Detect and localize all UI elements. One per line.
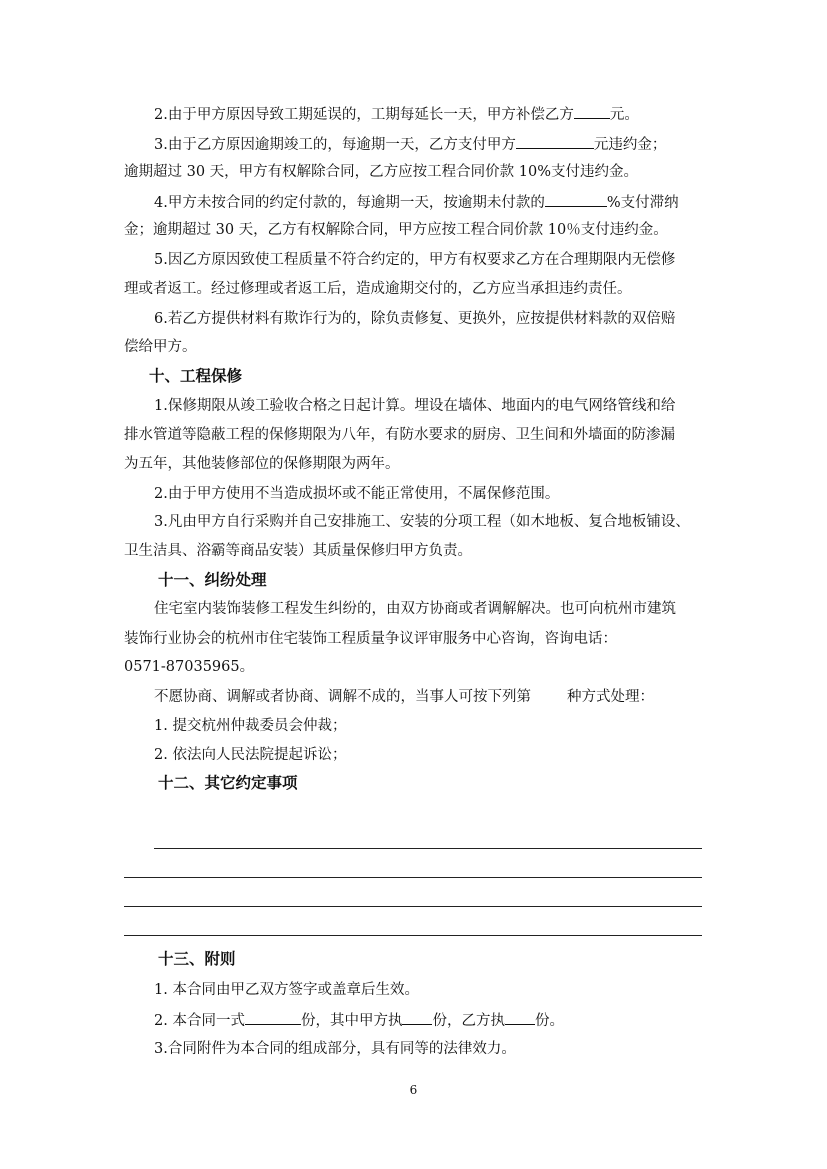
clause-11-2-text: 不愿协商、调解或者协商、调解不成的，当事人可按下列第 [154,689,531,705]
section-13-title: 十三、附则 [158,950,236,968]
fill-blank-copies-b[interactable] [505,1010,535,1025]
clause-9-4 [154,192,734,213]
page-number: 6 [409,1083,418,1097]
clause-9-3-text: 3.由于乙方原因逾期竣工的，每逾期一天，乙方支付甲方 [154,137,516,153]
clause-13-2-text: 2. 本合同一式 [154,1013,245,1029]
clause-9-2 [154,104,734,125]
clause-10-1-cont2: 为五年，其他装修部位的保修期限为两年。 [124,456,400,472]
clause-11-1: 住宅室内装饰装修工程发生纠纷的，由双方协商或者调解解决。也可向杭州市建筑 [154,601,676,617]
fill-blank-late-fee[interactable] [545,192,607,207]
clause-9-4-unit: %支付滞纳 [606,195,679,211]
section-10-title: 十、工程保修 [149,367,243,385]
clause-11-1-cont: 装饰行业协会的杭州市住宅装饰工程质量争议评审服务中心咨询，咨询电话： [124,631,617,647]
clause-9-2-text: 2.由于甲方原因导致工期延误的，工期每延长一天，甲方补偿乙方 [154,107,574,123]
clause-9-3 [154,134,734,155]
clause-10-3: 3.凡由甲方自行采购并自己安排施工、安装的分项工程（如木地板、复合地板铺设、 [154,514,690,530]
clause-9-3-cont: 逾期超过 30 天，甲方有权解除合同，乙方应按工程合同价款 10%支付违约金。 [124,164,639,180]
fill-blank-copies-total[interactable] [245,1010,301,1025]
section-12-title: 十二、其它约定事项 [158,774,298,792]
clause-13-3: 3.合同附件为本合同的组成部分，具有同等的法律效力。 [154,1041,516,1057]
fill-line-1[interactable] [154,848,702,849]
clause-10-1-cont: 排水管道等隐蔽工程的保修期限为八年，有防水要求的厨房、卫生间和外墙面的防渗漏 [124,427,675,443]
clause-13-2 [154,1010,734,1031]
clause-13-2-tail: 份。 [534,1013,564,1029]
clause-11-2-tail: 种方式处理： [567,689,654,705]
fill-blank-copies-a[interactable] [402,1010,432,1025]
clause-10-3-cont: 卫生洁具、浴霸等商品安装）其质量保修归甲方负责。 [124,543,472,559]
clause-9-6: 6.若乙方提供材料有欺诈行为的，除负责修复、更换外，应按提供材料款的双倍赔 [154,311,676,327]
clause-10-2: 2.由于甲方使用不当造成损坏或不能正常使用，不属保修范围。 [154,486,560,502]
clause-11-1-phone: 0571-87035965。 [124,659,255,675]
clause-10-1: 1.保修期限从竣工验收合格之日起计算。埋设在墙体、地面内的电气网络管线和给 [154,398,676,414]
fill-line-3[interactable] [124,906,702,907]
section-11-title: 十一、纠纷处理 [158,571,267,589]
clause-11-2 [154,687,734,707]
clause-9-5-cont: 理或者返工。经过修理或者返工后，造成逾期交付的，乙方应当承担违约责任。 [124,281,632,297]
clause-9-4-text: 4.甲方未按合同的约定付款的，每逾期一天，按逾期未付款的 [154,195,545,211]
fill-line-2[interactable] [124,877,702,878]
option-lawsuit: 2. 依法向人民法院提起诉讼； [154,747,347,763]
clause-9-6-cont: 偿给甲方。 [124,339,197,355]
option-arbitration: 1. 提交杭州仲裁委员会仲裁； [154,718,347,734]
clause-9-4-cont: 金；逾期超过 30 天，乙方有权解除合同，甲方应按工程合同价款 10％支付违约金。 [124,222,668,238]
fill-blank-penalty[interactable] [516,134,594,149]
clause-13-2-partya: 份，其中甲方执 [300,1013,403,1029]
clause-13-1: 1. 本合同由甲乙双方签字或盖章后生效。 [154,982,419,998]
fill-line-4[interactable] [124,935,702,936]
clause-9-2-unit: 元。 [609,107,639,123]
clause-9-5: 5.因乙方原因致使工程质量不符合约定的，甲方有权要求乙方在合理期限内无偿修 [154,252,676,268]
fill-blank-compensation[interactable] [574,104,610,119]
clause-13-2-partyb: 份，乙方执 [432,1013,505,1029]
clause-9-3-unit: 元违约金； [593,137,667,153]
